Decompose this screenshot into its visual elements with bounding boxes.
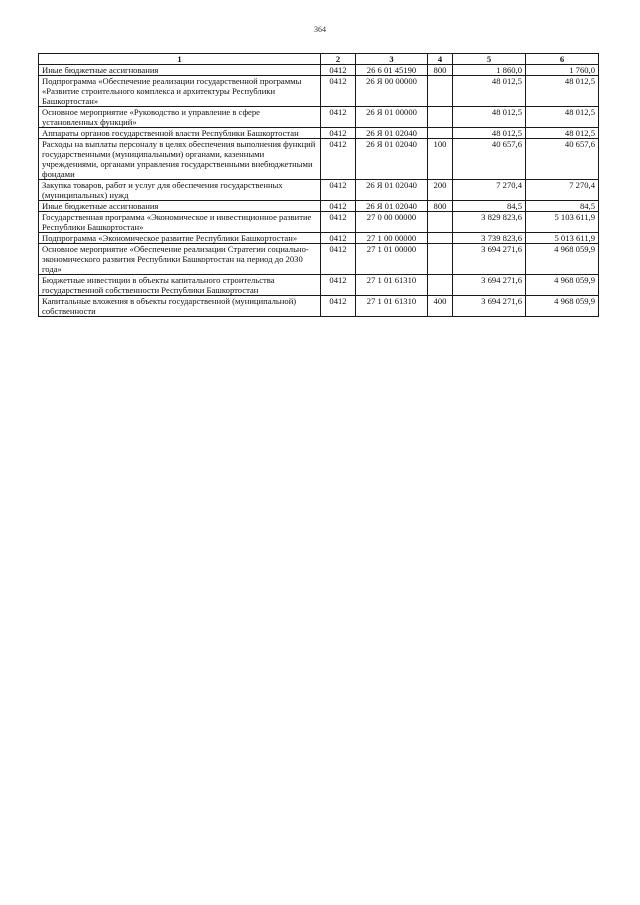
amount-year-2: 7 270,4 <box>526 180 599 201</box>
target-article: 26 Я 01 02040 <box>356 201 428 212</box>
amount-year-2: 4 968 059,9 <box>526 275 599 296</box>
expense-type: 800 <box>428 201 453 212</box>
column-header-5: 5 <box>453 54 526 65</box>
column-header-4: 4 <box>428 54 453 65</box>
row-name: Основное мероприятие «Обеспечение реализации Стратегии социально-экономического развития Республики Башкортостан на период до 2030 года» <box>39 244 321 275</box>
amount-year-2: 4 968 059,9 <box>526 244 599 275</box>
amount-year-2: 4 968 059,9 <box>526 296 599 317</box>
row-name: Расходы на выплаты персоналу в целях обеспечения выполнения функций государственными (муниципальными) органами, казенными учреждениями, органами управления государственными внебюджетными фондами <box>39 139 321 180</box>
amount-year-1: 84,5 <box>453 201 526 212</box>
target-article: 27 1 01 61310 <box>356 275 428 296</box>
table-row <box>39 244 599 275</box>
table-row <box>39 296 599 317</box>
page-number: 364 <box>314 25 326 34</box>
table-row <box>39 76 599 107</box>
expense-type <box>428 76 453 107</box>
row-name: Бюджетные инвестиции в объекты капитального строительства государственной собственности Республики Башкортостан <box>39 275 321 296</box>
amount-year-1: 3 739 823,6 <box>453 233 526 244</box>
section-code: 0412 <box>321 128 356 139</box>
row-name: Подпрограмма «Экономическое развитие Республики Башкортостан» <box>39 233 321 244</box>
expense-type <box>428 275 453 296</box>
amount-year-2: 84,5 <box>526 201 599 212</box>
section-code: 0412 <box>321 244 356 275</box>
section-code: 0412 <box>321 76 356 107</box>
column-header-1: 1 <box>39 54 321 65</box>
expense-type: 100 <box>428 139 453 180</box>
amount-year-1: 48 012,5 <box>453 128 526 139</box>
expense-type: 400 <box>428 296 453 317</box>
amount-year-1: 7 270,4 <box>453 180 526 201</box>
row-name: Закупка товаров, работ и услуг для обеспечения государственных (муниципальных) нужд <box>39 180 321 201</box>
table-row <box>39 65 599 76</box>
target-article: 27 0 00 00000 <box>356 212 428 233</box>
target-article: 26 6 01 45190 <box>356 65 428 76</box>
section-code: 0412 <box>321 107 356 128</box>
amount-year-1: 3 694 271,6 <box>453 296 526 317</box>
expense-type <box>428 233 453 244</box>
expense-type: 800 <box>428 65 453 76</box>
target-article: 27 1 01 00000 <box>356 244 428 275</box>
column-header-3: 3 <box>356 54 428 65</box>
amount-year-1: 1 860,0 <box>453 65 526 76</box>
section-code: 0412 <box>321 139 356 180</box>
row-name: Капитальные вложения в объекты государственной (муниципальной) собственности <box>39 296 321 317</box>
amount-year-2: 40 657,6 <box>526 139 599 180</box>
target-article: 26 Я 01 02040 <box>356 139 428 180</box>
target-article: 26 Я 01 02040 <box>356 180 428 201</box>
amount-year-2: 48 012,5 <box>526 128 599 139</box>
row-name: Иные бюджетные ассигнования <box>39 65 321 76</box>
amount-year-2: 48 012,5 <box>526 107 599 128</box>
amount-year-2: 48 012,5 <box>526 76 599 107</box>
table-row <box>39 201 599 212</box>
table-row <box>39 107 599 128</box>
amount-year-1: 3 829 823,6 <box>453 212 526 233</box>
row-name: Подпрограмма «Обеспечение реализации государственной программы «Развитие строительного комплекса и архитектуры Республики Башкортостан» <box>39 76 321 107</box>
column-header-6: 6 <box>526 54 599 65</box>
table-row <box>39 128 599 139</box>
section-code: 0412 <box>321 180 356 201</box>
expense-type <box>428 244 453 275</box>
amount-year-2: 5 013 611,9 <box>526 233 599 244</box>
section-code: 0412 <box>321 65 356 76</box>
amount-year-1: 3 694 271,6 <box>453 275 526 296</box>
target-article: 26 Я 01 00000 <box>356 107 428 128</box>
expense-type <box>428 107 453 128</box>
amount-year-1: 3 694 271,6 <box>453 244 526 275</box>
table-row <box>39 180 599 201</box>
table-row <box>39 139 599 180</box>
column-header-2: 2 <box>321 54 356 65</box>
table-row <box>39 212 599 233</box>
expense-type: 200 <box>428 180 453 201</box>
section-code: 0412 <box>321 296 356 317</box>
section-code: 0412 <box>321 233 356 244</box>
amount-year-2: 1 760,0 <box>526 65 599 76</box>
expense-type <box>428 212 453 233</box>
budget-table <box>38 53 599 317</box>
expense-type <box>428 128 453 139</box>
table-row <box>39 275 599 296</box>
amount-year-1: 48 012,5 <box>453 107 526 128</box>
table-row <box>39 233 599 244</box>
section-code: 0412 <box>321 212 356 233</box>
row-name: Иные бюджетные ассигнования <box>39 201 321 212</box>
row-name: Аппараты органов государственной власти Республики Башкортостан <box>39 128 321 139</box>
target-article: 27 1 01 61310 <box>356 296 428 317</box>
row-name: Государственная программа «Экономическое и инвестиционное развитие Республики Башкортостан» <box>39 212 321 233</box>
row-name: Основное мероприятие «Руководство и управление в сфере установленных функций» <box>39 107 321 128</box>
amount-year-2: 5 103 611,9 <box>526 212 599 233</box>
target-article: 26 Я 00 00000 <box>356 76 428 107</box>
table-header-row <box>39 54 599 65</box>
amount-year-1: 40 657,6 <box>453 139 526 180</box>
amount-year-1: 48 012,5 <box>453 76 526 107</box>
target-article: 26 Я 01 02040 <box>356 128 428 139</box>
target-article: 27 1 00 00000 <box>356 233 428 244</box>
section-code: 0412 <box>321 201 356 212</box>
section-code: 0412 <box>321 275 356 296</box>
